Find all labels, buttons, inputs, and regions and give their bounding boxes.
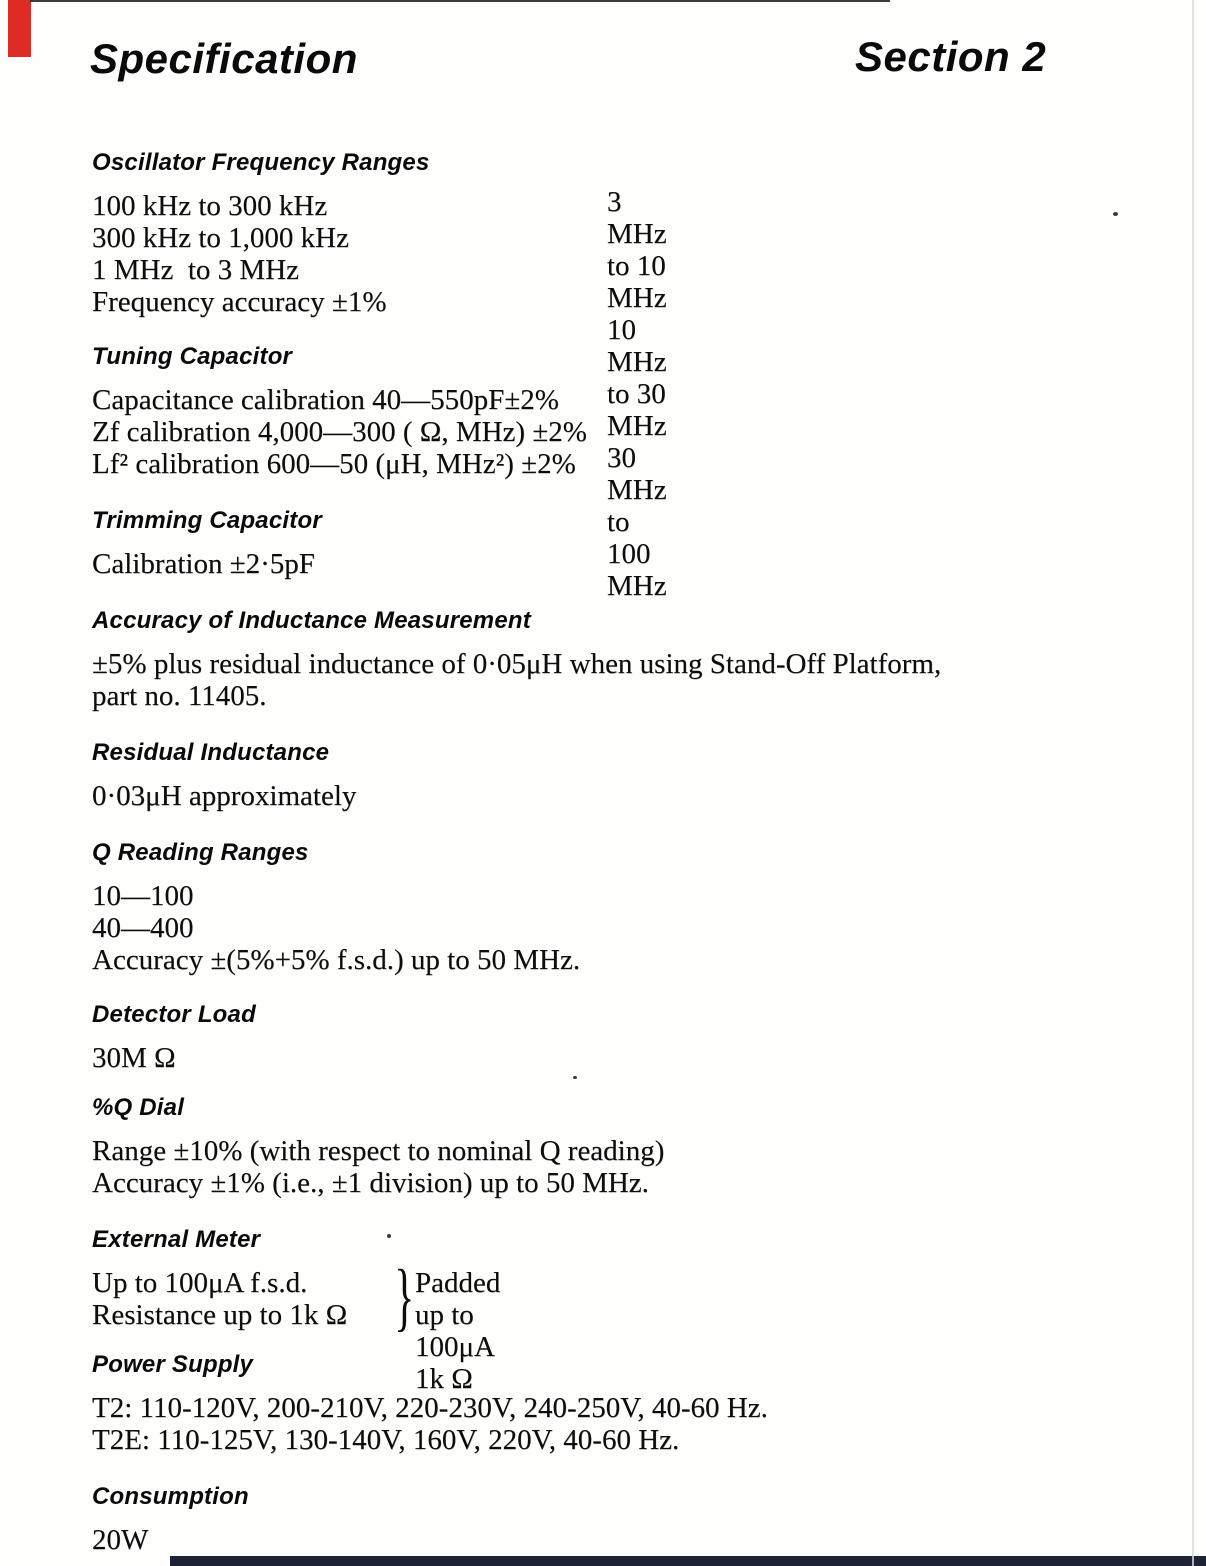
scan-speck <box>573 1076 577 1079</box>
spec-line: Lf² calibration 600—50 (μH, MHz²) ±2% <box>92 448 576 480</box>
scan-speck <box>1113 212 1118 216</box>
spec-line: 30 MHz to 100 MHz <box>607 442 674 602</box>
spec-line: 3 MHz to 10 MHz <box>607 186 682 314</box>
section-heading: Detector Load <box>92 1001 256 1028</box>
section-heading: Tuning Capacitor <box>92 343 293 370</box>
spec-line: part no. 11405. <box>92 680 267 712</box>
spec-line: Resistance up to 1k Ω <box>92 1299 348 1331</box>
spec-line: Zf calibration 4,000—300 ( Ω, MHz) ±2% <box>92 416 587 448</box>
spec-line: ±5% plus residual inductance of 0·05μH when using Stand-Off Platform, <box>92 648 942 680</box>
spec-line: 1 MHz to 3 MHz <box>92 254 300 286</box>
spec-line: 40—400 <box>92 912 194 944</box>
section-heading: External Meter <box>92 1226 261 1253</box>
section-tuning-capacitor <box>92 344 587 480</box>
section-residual-inductance <box>92 740 356 812</box>
section-heading: Accuracy of Inductance Measurement <box>92 607 531 634</box>
spec-line: T2E: 110-125V, 130-140V, 160V, 220V, 40-60 Hz. <box>92 1424 680 1456</box>
spec-line: 100 kHz to 300 kHz <box>92 190 328 222</box>
spec-line: Calibration ±2·5pF <box>92 548 315 580</box>
section-heading: Oscillator Frequency Ranges <box>92 149 430 176</box>
page-title: Specification <box>90 35 358 82</box>
right-edge-scan-line <box>1192 0 1194 1566</box>
spec-line: Accuracy ±(5%+5% f.s.d.) up to 50 MHz. <box>92 944 581 976</box>
brace-glyph: } <box>394 1255 415 1339</box>
section-detector-load <box>92 1002 256 1074</box>
scan-speck <box>387 1234 391 1238</box>
section-q-reading-ranges <box>92 840 580 976</box>
section-heading: Power Supply <box>92 1351 254 1378</box>
red-margin-mark <box>8 0 31 57</box>
spec-line: Range ±10% (with respect to nominal Q reading) <box>92 1135 665 1167</box>
spec-line: T2: 110-120V, 200-210V, 220-230V, 240-250V, 40-60 Hz. <box>92 1392 768 1424</box>
oscillator-ranges-right-column <box>607 186 682 602</box>
spec-line: Frequency accuracy ±1% <box>92 286 387 318</box>
spec-line: Accuracy ±1% (i.e., ±1 division) up to 50 MHz. <box>92 1167 649 1199</box>
section-number-label: Section 2 <box>855 33 1047 80</box>
spec-line: Padded up to <box>415 1267 508 1331</box>
section-inductance-accuracy <box>92 608 941 712</box>
section-heading: Trimming Capacitor <box>92 507 322 534</box>
section-heading: Q Reading Ranges <box>92 839 309 866</box>
section-heading: Consumption <box>92 1483 249 1510</box>
section-percent-q-dial <box>92 1095 664 1199</box>
spec-line: 20W <box>92 1524 149 1556</box>
spec-line: 30M Ω <box>92 1042 176 1074</box>
spec-line: Capacitance calibration 40—550pF±2% <box>92 384 559 416</box>
spec-line: 10—100 <box>92 880 194 912</box>
section-heading: %Q Dial <box>92 1094 185 1121</box>
section-consumption <box>92 1484 249 1556</box>
top-edge-scan-line <box>30 0 890 2</box>
spec-line: 10 MHz to 30 MHz <box>607 314 674 442</box>
section-power-supply <box>92 1352 768 1456</box>
spec-line: 300 kHz to 1,000 kHz <box>92 222 349 254</box>
spec-line: Up to 100μA f.s.d. <box>92 1267 308 1299</box>
bottom-edge-scan-bar <box>170 1556 1206 1566</box>
section-trimming-capacitor <box>92 508 322 580</box>
section-heading: Residual Inductance <box>92 739 330 766</box>
spec-line: 0·03μH approximately <box>92 780 357 812</box>
spec-line: 100μA 1k Ω <box>415 1331 501 1395</box>
